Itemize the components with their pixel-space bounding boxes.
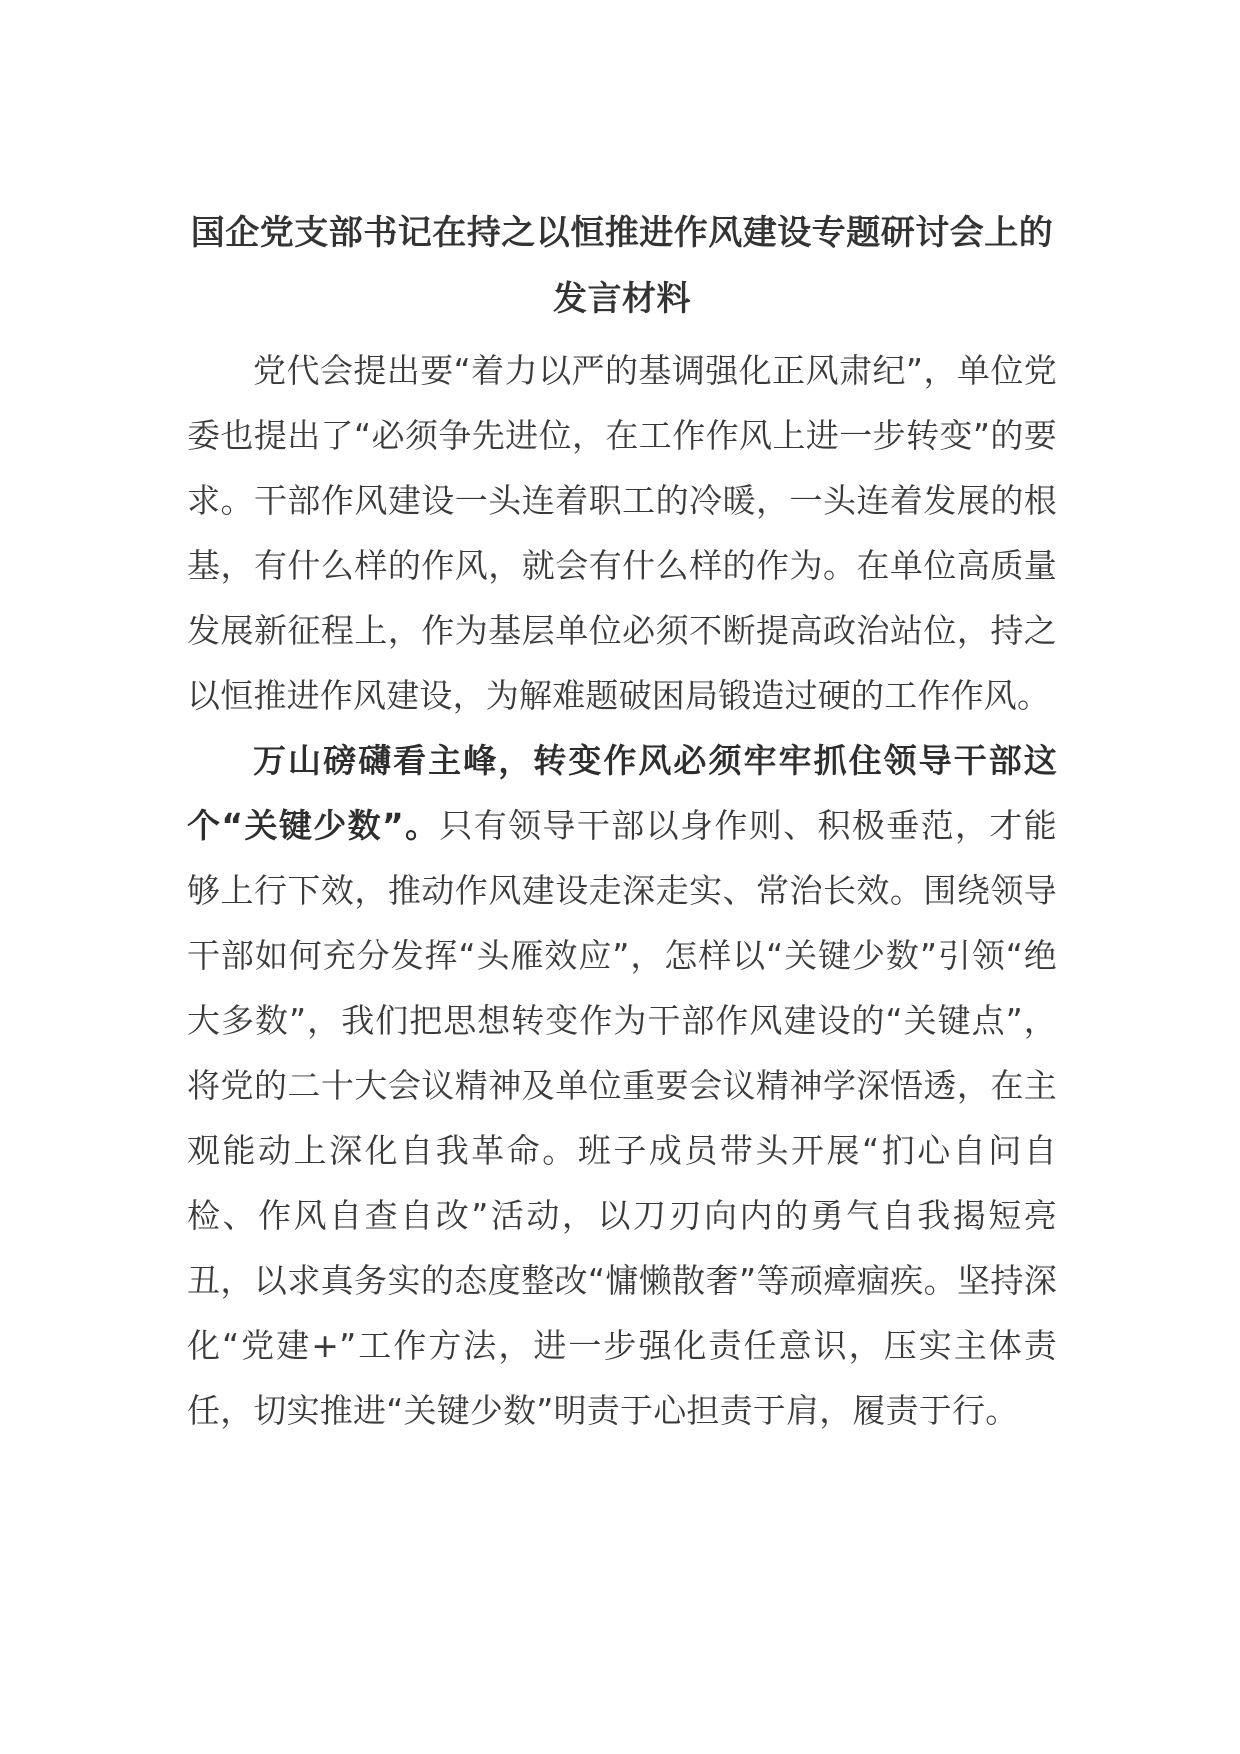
paragraph-2-lead: 万山磅礴看主峰，转变作风必须牢牢抓住领导干部这个“关键少数”。	[187, 741, 1057, 845]
document-title	[187, 200, 1057, 332]
title-line-1: 国企党支部书记在持之以恒推进作风建设专题研讨会上的	[190, 213, 1054, 253]
document-page	[187, 200, 1057, 1443]
paragraph-1-text: 党代会提出要“着力以严的基调强化正风肃纪”，单位党委也提出了“必须争先进位，在工作作风上进一步转变”的要求。干部作风建设一头连着职工的冷暖，一头连着发展的根基，有什么样的作风，就会有什么样的作为。在单位高质量发展新征程上，作为基层单位必须不断提高政治站位，持之以恒推进作风建设，为解难题破困局锻造过硬的工作作风。	[187, 351, 1057, 715]
paragraph-1	[187, 338, 1057, 728]
title-line-2: 发言材料	[553, 279, 691, 319]
paragraph-2-text: 只有领导干部以身作则、积极垂范，才能够上行下效，推动作风建设走深走实、常治长效。围绕领导干部如何充分发挥“头雁效应”，怎样以“关键少数”引领“绝大多数”，我们把思想转变作为干部作风建设的“关键点”，将党的二十大会议精神及单位重要会议精神学深悟透，在主观能动上深化自我革命。班子成员带头开展“扪心自问自检、作风自查自改”活动，以刀刃向内的勇气自我揭短亮丑，以求真务实的态度整改“慵懒散奢”等顽瘴痼疾。坚持深化“党建+”工作方法，进一步强化责任意识，压实主体责任，切实推进“关键少数”明责于心担责于肩，履责于行。	[187, 806, 1057, 1430]
paragraph-2	[187, 728, 1057, 1443]
